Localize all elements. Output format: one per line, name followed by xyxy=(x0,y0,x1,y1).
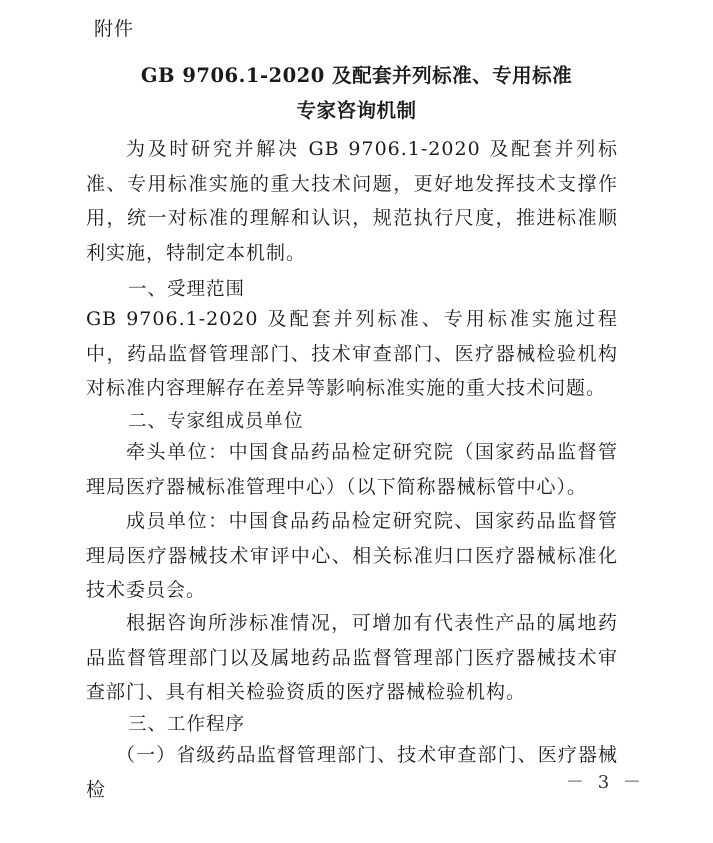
lead-unit-paragraph: 牵头单位：中国食品药品检定研究院（国家药品监督管理局医疗器械标准管理中心）（以下简称器械标管中心）。 xyxy=(86,441,618,498)
attachment-label: 附件 xyxy=(94,18,135,40)
member-unit-paragraph: 成员单位：中国食品药品检定研究院、国家药品监督管理局医疗器械技术审评中心、相关标准归口医疗器械标准化技术委员会。 xyxy=(86,510,618,601)
section-heading-scope: 一、受理范围 xyxy=(128,279,246,300)
section-heading-members: 二、专家组成员单位 xyxy=(128,411,304,432)
section-heading-procedure: 三、工作程序 xyxy=(128,714,246,735)
scope-paragraph: GB 9706.1-2020 及配套并列标准、专用标准实施过程中，药品监督管理部门、技术审查部门、医疗器械检验机构对标准内容理解存在差异等影响标准实施的重大技术问题。 xyxy=(86,308,618,399)
document-title-line-1: GB 9706.1-2020 及配套并列标准、专用标准 xyxy=(140,64,573,87)
document-title-line-2: 专家咨询机制 xyxy=(296,99,417,122)
page-number: － 3 － xyxy=(566,772,645,793)
intro-paragraph: 为及时研究并解决 GB 9706.1-2020 及配套并列标准、专用标准实施的重大技术问题，更好地发挥技术支撑作用，统一对标准的理解和认识，规范执行尺度，推进标准顺利实施，特制定本机制。 xyxy=(86,138,618,264)
procedure-item-1: （一）省级药品监督管理部门、技术审查部门、医疗器械检 xyxy=(86,744,618,801)
additional-members-paragraph: 根据咨询所涉标准情况，可增加有代表性产品的属地药品监督管理部门以及属地药品监督管理部门医疗器械技术审查部门、具有相关检验资质的医疗器械检验机构。 xyxy=(86,612,618,703)
